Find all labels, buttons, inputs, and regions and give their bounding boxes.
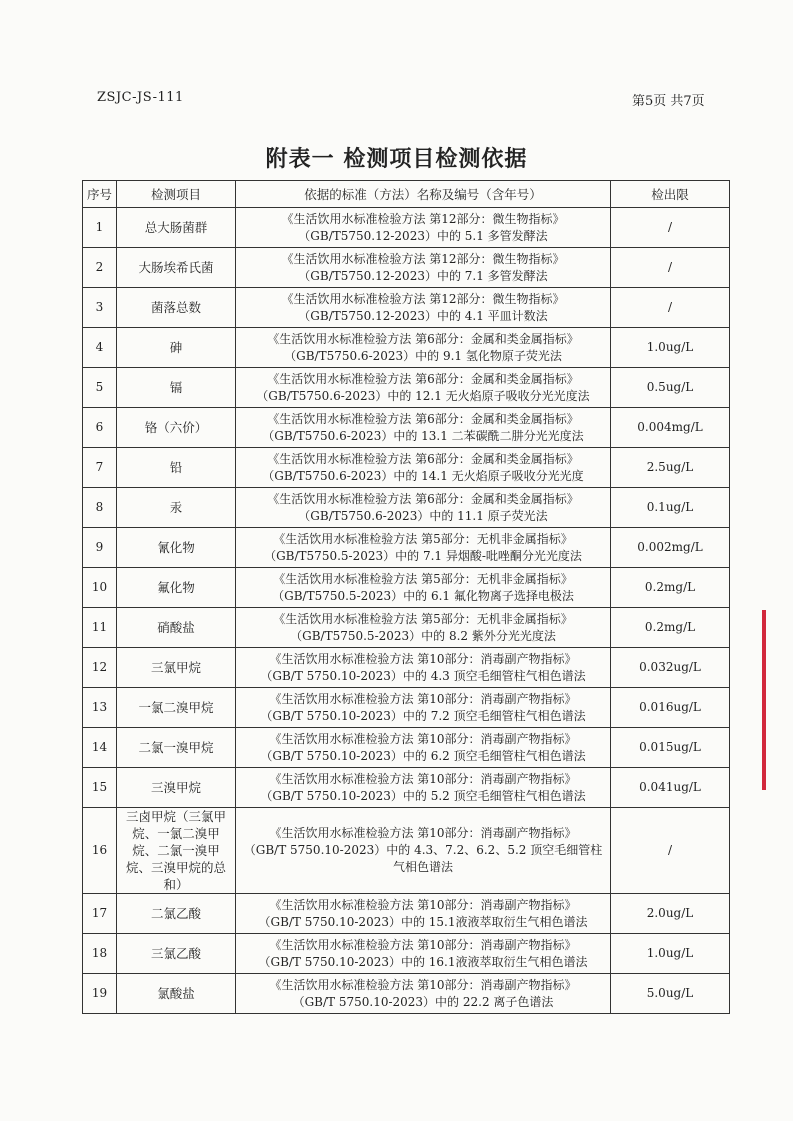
method-cell [236,808,611,894]
method-standard-code: （GB/T5750.6-2023）中的 14.1 无火焰原子吸收分光光度 [262,468,584,483]
test-item: 大肠埃希氏菌 [117,248,236,288]
method-standard-code: （GB/T 5750.10-2023）中的 7.2 顶空毛细管柱气相色谱法 [260,708,586,723]
table-row [83,648,730,688]
detection-limit: / [611,288,730,328]
method-cell [236,608,611,648]
table-row [83,608,730,648]
method-cell [236,528,611,568]
method-standard-name: 《生活饮用水标准检验方法 第6部分：金属和类金属指标》 [267,451,579,466]
page-title: 附表一 检测项目检测依据 [265,146,528,172]
method-cell [236,768,611,808]
method-standard-name: 《生活饮用水标准检验方法 第6部分：金属和类金属指标》 [267,411,579,426]
row-number: 2 [83,248,117,288]
method-standard-code: （GB/T 5750.10-2023）中的 22.2 离子色谱法 [292,994,554,1009]
method-standard-code: （GB/T5750.12-2023）中的 5.1 多管发酵法 [298,228,548,243]
detection-limit: 1.0ug/L [611,328,730,368]
row-number: 6 [83,408,117,448]
table-row [83,688,730,728]
test-item: 铅 [117,448,236,488]
detection-limit: 0.016ug/L [611,688,730,728]
method-cell [236,208,611,248]
method-cell [236,368,611,408]
method-standard-code: （GB/T 5750.10-2023）中的 16.1液液萃取衍生气相色谱法 [258,954,588,969]
test-item: 铬（六价） [117,408,236,448]
test-item: 三溴甲烷 [117,768,236,808]
test-item: 三氯乙酸 [117,934,236,974]
table-row [83,728,730,768]
table-row [83,288,730,328]
detection-limit: 0.2mg/L [611,608,730,648]
method-standard-code: （GB/T5750.6-2023）中的 12.1 无火焰原子吸收分光光度法 [256,388,590,403]
row-number: 9 [83,528,117,568]
method-table [82,180,730,1014]
test-item: 三氯甲烷 [117,648,236,688]
method-standard-code: （GB/T 5750.10-2023）中的 6.2 顶空毛细管柱气相色谱法 [260,748,586,763]
method-cell [236,248,611,288]
method-standard-name: 《生活饮用水标准检验方法 第10部分：消毒副产物指标》 [269,731,577,746]
test-item: 二氯乙酸 [117,894,236,934]
column-header-limit: 检出限 [611,181,730,208]
table-row [83,328,730,368]
method-standard-name: 《生活饮用水标准检验方法 第10部分：消毒副产物指标》 [269,771,577,786]
method-standard-name: 《生活饮用水标准检验方法 第12部分：微生物指标》 [281,251,565,266]
test-item: 氟化物 [117,568,236,608]
column-header-item: 检测项目 [117,181,236,208]
method-standard-code: （GB/T 5750.10-2023）中的 15.1液液萃取衍生气相色谱法 [258,914,588,929]
method-standard-name: 《生活饮用水标准检验方法 第6部分：金属和类金属指标》 [267,331,579,346]
method-cell [236,728,611,768]
method-standard-code: （GB/T5750.6-2023）中的 11.1 原子荧光法 [298,508,548,523]
test-item: 氯酸盐 [117,974,236,1014]
table-row [83,934,730,974]
row-number: 17 [83,894,117,934]
table-header-row [83,181,730,208]
table-row [83,208,730,248]
row-number: 18 [83,934,117,974]
method-cell [236,328,611,368]
method-standard-name: 《生活饮用水标准检验方法 第5部分：无机非金属指标》 [273,611,573,626]
method-cell [236,568,611,608]
detection-limit: 0.015ug/L [611,728,730,768]
test-item: 菌落总数 [117,288,236,328]
page-indicator: 第5页 共7页 [632,94,705,109]
table-body [83,208,730,1014]
row-number: 8 [83,488,117,528]
test-item: 一氯二溴甲烷 [117,688,236,728]
method-cell [236,894,611,934]
row-number: 12 [83,648,117,688]
column-header-no: 序号 [83,181,117,208]
method-standard-name: 《生活饮用水标准检验方法 第10部分：消毒副产物指标》 [269,826,577,840]
row-number: 5 [83,368,117,408]
method-standard-code: （GB/T5750.12-2023）中的 4.1 平皿计数法 [298,308,548,323]
test-item: 硝酸盐 [117,608,236,648]
method-standard-name: 《生活饮用水标准检验方法 第6部分：金属和类金属指标》 [267,491,579,506]
detection-limit: 0.041ug/L [611,768,730,808]
method-standard-code: （GB/T5750.5-2023）中的 6.1 氟化物离子选择电极法 [272,588,574,603]
row-number: 14 [83,728,117,768]
table-row [83,974,730,1014]
row-number: 1 [83,208,117,248]
method-standard-code: （GB/T5750.5-2023）中的 7.1 异烟酸-吡唑酮分光光度法 [264,548,582,563]
row-number: 19 [83,974,117,1014]
method-standard-name: 《生活饮用水标准检验方法 第5部分：无机非金属指标》 [273,571,573,586]
method-standard-name: 《生活饮用水标准检验方法 第10部分：消毒副产物指标》 [269,651,577,666]
row-number: 13 [83,688,117,728]
table-row [83,568,730,608]
row-number: 11 [83,608,117,648]
method-standard-code: （GB/T5750.6-2023）中的 9.1 氢化物原子荧光法 [284,348,562,363]
table-row [83,808,730,894]
method-cell [236,288,611,328]
table-row [83,488,730,528]
test-item: 镉 [117,368,236,408]
test-item: 砷 [117,328,236,368]
test-item: 氰化物 [117,528,236,568]
method-standard-code: （GB/T 5750.10-2023）中的 4.3 顶空毛细管柱气相色谱法 [260,668,586,683]
table-row [83,248,730,288]
document-code: ZSJC-JS-111 [97,90,184,105]
method-standard-name: 《生活饮用水标准检验方法 第10部分：消毒副产物指标》 [269,897,577,912]
method-standard-name: 《生活饮用水标准检验方法 第6部分：金属和类金属指标》 [267,371,579,386]
method-cell [236,648,611,688]
method-cell [236,408,611,448]
row-number: 15 [83,768,117,808]
method-cell [236,934,611,974]
table-row [83,528,730,568]
method-standard-code: （GB/T 5750.10-2023）中的 4.3、7.2、6.2、5.2 顶空毛细管柱气相色谱法 [243,843,603,874]
detection-limit: / [611,808,730,894]
detection-limit: 0.002mg/L [611,528,730,568]
method-standard-name: 《生活饮用水标准检验方法 第10部分：消毒副产物指标》 [269,937,577,952]
test-item: 汞 [117,488,236,528]
table-row [83,408,730,448]
method-cell [236,448,611,488]
table-row [83,368,730,408]
row-number: 7 [83,448,117,488]
method-cell [236,688,611,728]
method-standard-code: （GB/T5750.5-2023）中的 8.2 紫外分光光度法 [290,628,556,643]
table-row [83,448,730,488]
method-cell [236,488,611,528]
row-number: 3 [83,288,117,328]
method-standard-name: 《生活饮用水标准检验方法 第12部分：微生物指标》 [281,291,565,306]
partial-stamp [762,610,793,790]
table-row [83,894,730,934]
test-item: 总大肠菌群 [117,208,236,248]
detection-limit: 2.0ug/L [611,894,730,934]
method-standard-name: 《生活饮用水标准检验方法 第10部分：消毒副产物指标》 [269,977,577,992]
detection-limit: 5.0ug/L [611,974,730,1014]
detection-limit: / [611,248,730,288]
method-cell [236,974,611,1014]
row-number: 16 [83,808,117,894]
method-standard-code: （GB/T 5750.10-2023）中的 5.2 顶空毛细管柱气相色谱法 [260,788,586,803]
detection-limit: 2.5ug/L [611,448,730,488]
detection-limit: / [611,208,730,248]
detection-limit: 0.004mg/L [611,408,730,448]
column-header-method: 依据的标准（方法）名称及编号（含年号） [236,181,611,208]
row-number: 10 [83,568,117,608]
detection-limit: 0.1ug/L [611,488,730,528]
method-standard-code: （GB/T5750.6-2023）中的 13.1 二苯碳酰二肼分光光度法 [262,428,584,443]
detection-limit: 0.5ug/L [611,368,730,408]
detection-limit: 0.032ug/L [611,648,730,688]
method-standard-name: 《生活饮用水标准检验方法 第5部分：无机非金属指标》 [273,531,573,546]
test-item: 三卤甲烷（三氯甲烷、一氯二溴甲烷、二氯一溴甲烷、三溴甲烷的总和） [117,808,236,894]
method-standard-name: 《生活饮用水标准检验方法 第10部分：消毒副产物指标》 [269,691,577,706]
row-number: 4 [83,328,117,368]
method-standard-name: 《生活饮用水标准检验方法 第12部分：微生物指标》 [281,211,565,226]
test-item: 二氯一溴甲烷 [117,728,236,768]
method-standard-code: （GB/T5750.12-2023）中的 7.1 多管发酵法 [298,268,548,283]
table-row [83,768,730,808]
detection-limit: 0.2mg/L [611,568,730,608]
detection-limit: 1.0ug/L [611,934,730,974]
